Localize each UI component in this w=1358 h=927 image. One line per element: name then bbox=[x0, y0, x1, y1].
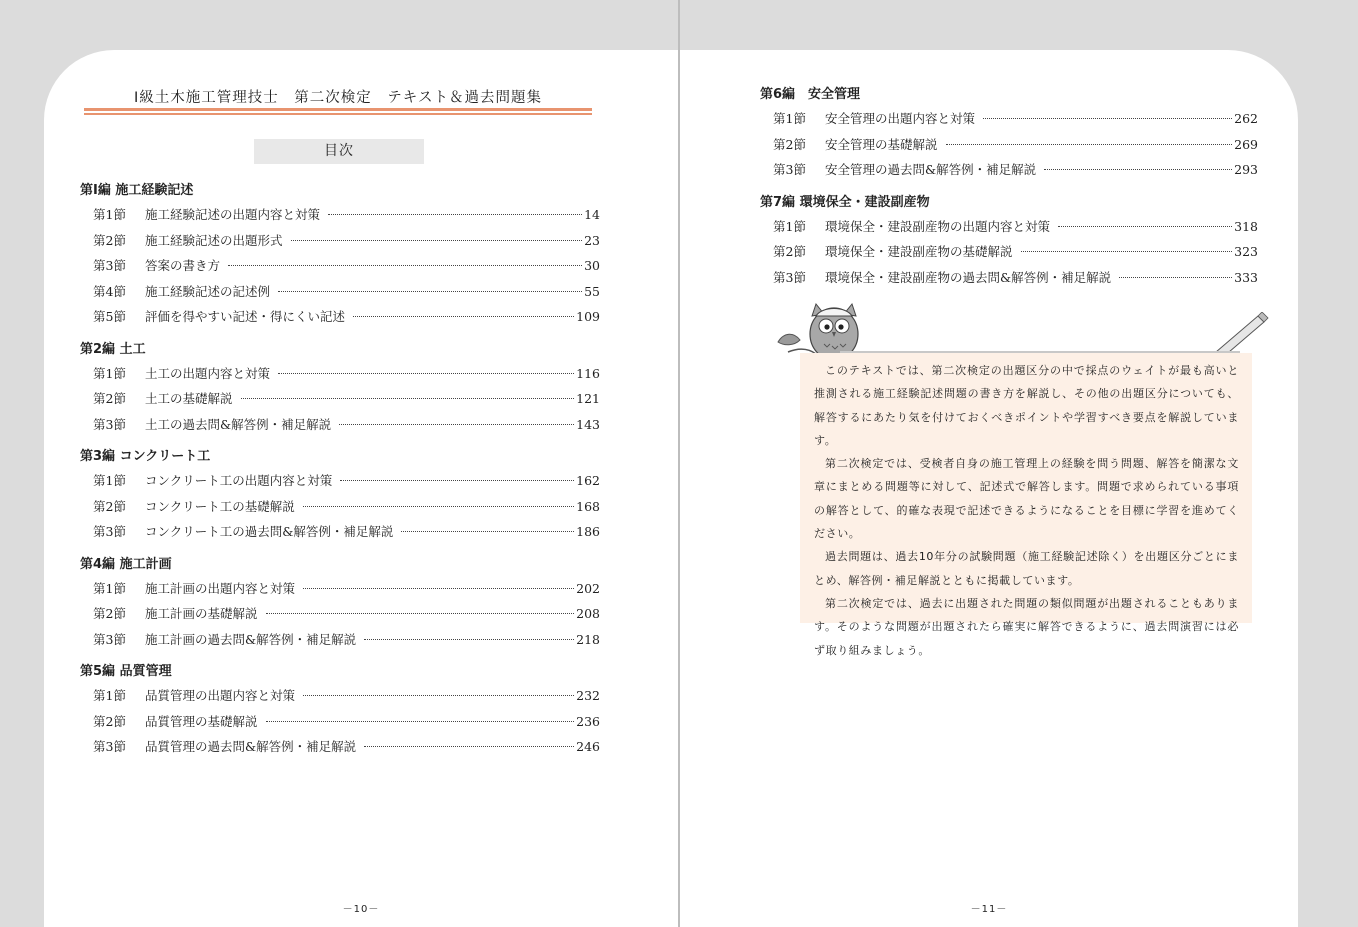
page-ref: 232 bbox=[576, 688, 600, 703]
toc-entry bbox=[80, 468, 600, 494]
page-ref: 218 bbox=[576, 631, 600, 647]
title-underline-thin bbox=[84, 113, 592, 115]
page-ref: 121 bbox=[576, 391, 600, 406]
section-number: 第2節 bbox=[93, 232, 126, 248]
section-number: 第1節 bbox=[93, 580, 126, 596]
title-underline bbox=[84, 108, 592, 111]
section-title: 施工経験記述の出題内容と対策 bbox=[145, 207, 321, 222]
page-ref: 208 bbox=[576, 606, 600, 621]
table-of-contents-right bbox=[760, 84, 1258, 290]
part-heading: 第Ⅰ編 施工経験記述 bbox=[80, 183, 194, 198]
section-title: 安全管理の出題内容と対策 bbox=[825, 111, 976, 126]
section-number: 第1節 bbox=[93, 688, 126, 703]
section-title: 施工計画の出題内容と対策 bbox=[145, 580, 296, 596]
toc-entry bbox=[80, 202, 600, 228]
page-ref: 333 bbox=[1234, 269, 1258, 285]
section-title: 施工計画の基礎解説 bbox=[145, 606, 258, 621]
section-number: 第3節 bbox=[93, 416, 126, 432]
leader-dots bbox=[339, 424, 574, 425]
leader-dots bbox=[1058, 226, 1232, 227]
toc-entry bbox=[80, 412, 600, 438]
section-number: 第3節 bbox=[93, 258, 126, 273]
leader-dots bbox=[1021, 251, 1233, 252]
page-ref: 168 bbox=[576, 498, 600, 514]
toc-entry bbox=[80, 228, 600, 254]
section-title: 土工の過去問&解答例・補足解説 bbox=[145, 416, 332, 432]
section-number: 第1節 bbox=[93, 207, 126, 222]
toc-entry bbox=[80, 361, 600, 387]
page-ref: 323 bbox=[1234, 244, 1258, 259]
page-ref: 246 bbox=[576, 739, 600, 754]
part-heading: 第6編 安全管理 bbox=[760, 87, 861, 102]
page-ref: 116 bbox=[576, 365, 600, 381]
page-ref: 186 bbox=[576, 524, 600, 539]
leader-dots bbox=[1044, 169, 1232, 170]
page-ref: 293 bbox=[1234, 162, 1258, 177]
section-number: 第2節 bbox=[93, 391, 126, 406]
introduction-note bbox=[800, 353, 1252, 657]
page-ref: 236 bbox=[576, 713, 600, 729]
part-heading: 第4編 施工計画 bbox=[80, 556, 172, 572]
toc-entry bbox=[760, 239, 1258, 265]
section-number: 第3節 bbox=[773, 162, 806, 177]
toc-entry bbox=[760, 106, 1258, 132]
page-ref: 109 bbox=[576, 309, 600, 324]
section-title: コンクリート工の基礎解説 bbox=[145, 498, 295, 514]
page-number-left: －10－ bbox=[342, 904, 380, 915]
section-title: 土工の出題内容と対策 bbox=[145, 365, 271, 381]
toc-entry bbox=[80, 683, 600, 709]
leader-dots bbox=[303, 588, 574, 589]
section-title: コンクリート工の出題内容と対策 bbox=[145, 473, 333, 488]
section-title: 安全管理の基礎解説 bbox=[825, 136, 938, 152]
toc-entry bbox=[760, 157, 1258, 183]
section-number: 第1節 bbox=[773, 218, 806, 234]
toc-entry bbox=[80, 304, 600, 330]
section-title: 環境保全・建設副産物の過去問&解答例・補足解説 bbox=[825, 269, 1112, 285]
toc-entry bbox=[760, 265, 1258, 291]
note-paragraph: このテキストでは、第二次検定の出題区分の中で採点のウェイトが最も高いと推測される施工経験記述問題の書き方を解説し、その他の出題区分についても、解答するにあたり気を付けておくべきポイントや学習すべき要点を解説しています。 bbox=[814, 364, 1239, 447]
leader-dots bbox=[266, 721, 575, 722]
leader-dots bbox=[303, 506, 574, 507]
toc-entry bbox=[80, 601, 600, 627]
leader-dots bbox=[946, 144, 1233, 145]
section-title: 品質管理の過去問&解答例・補足解説 bbox=[145, 739, 357, 754]
section-number: 第3節 bbox=[93, 739, 126, 754]
section-number: 第1節 bbox=[773, 111, 806, 126]
leader-dots bbox=[228, 265, 582, 266]
note-paragraph: 過去問題は、過去10年分の試験問題（施工経験記述除く）を出題区分ごとにまとめ、解答例・補足解説とともに掲載しています。 bbox=[814, 550, 1239, 587]
section-title: 品質管理の基礎解説 bbox=[145, 713, 258, 729]
right-page bbox=[680, 50, 1298, 927]
leader-dots bbox=[303, 695, 574, 696]
toc-heading: 目次 bbox=[254, 139, 424, 164]
note-paragraph: 第二次検定では、過去に出題された問題の類似問題が出題されることもあります。そのような問題が出題されたら確実に解答できるように、過去問演習には必ず取り組みましょう。 bbox=[814, 596, 1239, 657]
page-ref: 143 bbox=[576, 416, 600, 432]
toc-entry bbox=[80, 386, 600, 412]
leader-dots bbox=[278, 373, 574, 374]
page-ref: 202 bbox=[576, 580, 600, 596]
toc-entry bbox=[760, 214, 1258, 240]
toc-entry bbox=[80, 494, 600, 520]
leader-dots bbox=[266, 613, 575, 614]
section-title: 土工の基礎解説 bbox=[145, 391, 233, 406]
leader-dots bbox=[364, 639, 574, 640]
book-title: Ⅰ級土木施工管理技士 第二次検定 テキスト＆過去問題集 bbox=[134, 90, 542, 106]
left-page bbox=[44, 50, 678, 927]
section-title: コンクリート工の過去問&解答例・補足解説 bbox=[145, 524, 394, 539]
page-ref: 23 bbox=[584, 232, 600, 248]
section-title: 環境保全・建設副産物の出題内容と対策 bbox=[825, 218, 1051, 234]
leader-dots bbox=[241, 398, 575, 399]
section-number: 第2節 bbox=[773, 136, 806, 152]
page-ref: 269 bbox=[1234, 136, 1258, 152]
section-title: 施工経験記述の記述例 bbox=[145, 283, 271, 299]
page-ref: 14 bbox=[584, 207, 600, 222]
part-heading: 第5編 品質管理 bbox=[80, 664, 172, 679]
section-number: 第2節 bbox=[773, 244, 806, 259]
section-number: 第3節 bbox=[93, 631, 126, 647]
leader-dots bbox=[983, 118, 1232, 119]
section-title: 環境保全・建設副産物の基礎解説 bbox=[825, 244, 1013, 259]
leader-dots bbox=[364, 746, 574, 747]
toc-entry bbox=[80, 627, 600, 653]
leader-dots bbox=[1119, 277, 1232, 278]
section-number: 第2節 bbox=[93, 606, 126, 621]
leader-dots bbox=[401, 531, 574, 532]
leader-dots bbox=[278, 291, 582, 292]
toc-entry bbox=[80, 253, 600, 279]
section-title: 答案の書き方 bbox=[145, 258, 221, 273]
section-number: 第1節 bbox=[93, 473, 126, 488]
section-title: 品質管理の出題内容と対策 bbox=[145, 688, 296, 703]
section-number: 第4節 bbox=[93, 283, 126, 299]
section-title: 評価を得やすい記述・得にくい記述 bbox=[145, 309, 346, 324]
section-number: 第3節 bbox=[773, 269, 806, 285]
toc-entry bbox=[80, 519, 600, 545]
page-ref: 262 bbox=[1234, 111, 1258, 126]
section-number: 第3節 bbox=[93, 524, 126, 539]
section-title: 施工経験記述の出題形式 bbox=[145, 232, 283, 248]
toc-entry bbox=[80, 709, 600, 735]
part-heading: 第7編 環境保全・建設副産物 bbox=[760, 194, 930, 210]
leader-dots bbox=[291, 240, 583, 241]
page-number-right: －11－ bbox=[970, 904, 1008, 915]
section-number: 第2節 bbox=[93, 498, 126, 514]
leader-dots bbox=[340, 480, 574, 481]
page-ref: 55 bbox=[584, 283, 600, 299]
leader-dots bbox=[353, 316, 574, 317]
leader-dots bbox=[328, 214, 582, 215]
section-title: 安全管理の過去問&解答例・補足解説 bbox=[825, 162, 1037, 177]
page-ref: 30 bbox=[584, 258, 600, 273]
section-title: 施工計画の過去問&解答例・補足解説 bbox=[145, 631, 357, 647]
part-heading: 第2編 土工 bbox=[80, 341, 146, 357]
toc-entry bbox=[80, 279, 600, 305]
page-ref: 318 bbox=[1234, 218, 1258, 234]
toc-entry bbox=[80, 576, 600, 602]
part-heading: 第3編 コンクリート工 bbox=[80, 449, 211, 464]
table-of-contents-left bbox=[80, 180, 600, 760]
toc-entry bbox=[760, 132, 1258, 158]
note-paragraph: 第二次検定では、受検者自身の施工管理上の経験を問う問題、解答を簡潔な文章にまとめる問題等に対して、記述式で解答します。問題で求められている事項の解答として、的確な表現で記述できるようになることを目標に学習を進めてください。 bbox=[814, 457, 1239, 541]
section-number: 第2節 bbox=[93, 713, 126, 729]
section-number: 第1節 bbox=[93, 365, 126, 381]
toc-entry bbox=[80, 734, 600, 760]
page-ref: 162 bbox=[576, 473, 600, 488]
section-number: 第5節 bbox=[93, 309, 126, 324]
